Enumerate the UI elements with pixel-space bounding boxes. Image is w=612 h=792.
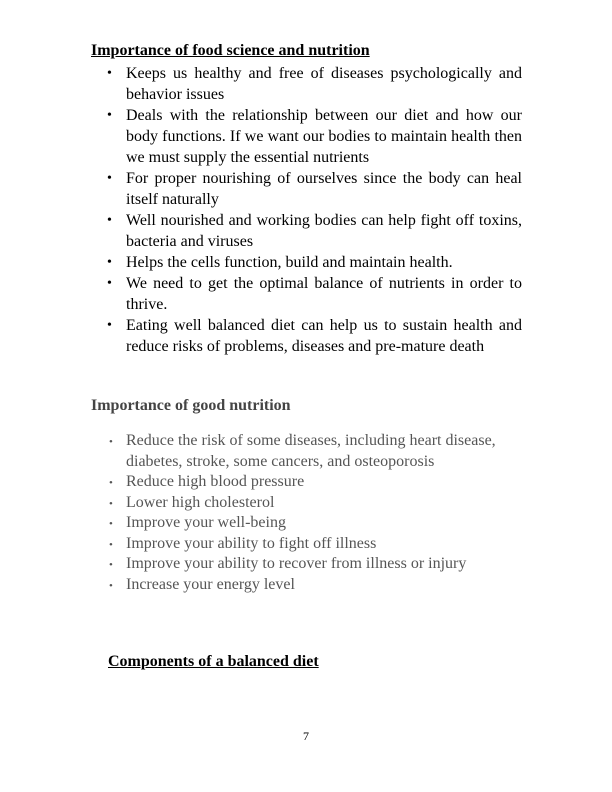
bullet-icon: • [107,66,112,81]
list-item-text: For proper nourishing of ourselves since the body can heal itself naturally [126,170,522,208]
list-item-text: Lower high cholesterol [126,493,275,511]
bullet-icon: • [107,318,112,333]
bullet-icon: • [107,171,112,186]
bullet-icon: • [109,538,113,551]
list-item [109,575,516,596]
list-item [109,472,516,493]
list-item [109,493,516,514]
list-item [107,210,522,252]
list-item [107,273,522,315]
list-item [107,63,522,105]
bullet-icon: • [107,213,112,228]
list-item-text: Deals with the relationship between our diet and how our body functions. If we want our bodies to maintain health then we must supply the essential nutrients [126,107,522,166]
list-item [109,513,516,534]
list-item [107,105,522,168]
list-item [109,554,516,575]
list-item [109,431,516,472]
page-number: 7 [303,729,309,743]
food-science-list [107,63,522,357]
list-item-text: We need to get the optimal balance of nutrients in order to thrive. [126,275,522,313]
list-item-text: Reduce high blood pressure [126,473,305,490]
section-heading-good-nutrition: Importance of good nutrition [91,397,291,414]
list-item-text: Improve your ability to recover from illness or injury [126,555,467,572]
list-item-text: Increase your energy level [126,575,295,593]
good-nutrition-list [109,431,516,595]
list-item-text: Well nourished and working bodies can help fight off toxins, bacteria and viruses [126,212,522,250]
bullet-icon: • [107,276,112,291]
list-item [107,252,522,273]
list-item-text: Eating well balanced diet can help us to sustain health and reduce risks of problems, diseases and pre-mature death [126,317,522,355]
bullet-icon: • [107,255,112,270]
list-item [109,534,516,555]
bullet-icon: • [109,497,113,510]
section-heading-balanced-diet: Components of a balanced diet [108,653,319,670]
bullet-icon: • [109,477,113,489]
list-item-text: Helps the cells function, build and maintain health. [126,254,453,271]
list-item [107,315,522,357]
bullet-icon: • [109,436,113,448]
list-item-text: Improve your ability to fight off illness [126,534,377,552]
bullet-icon: • [109,559,113,571]
bullet-icon: • [107,108,112,123]
list-item-text: Keeps us healthy and free of diseases psychologically and behavior issues [126,65,522,103]
section-heading-food-science: Importance of food science and nutrition [91,42,370,59]
bullet-icon: • [109,518,113,530]
bullet-icon: • [109,579,113,592]
list-item-text: Improve your well-being [126,514,286,531]
list-item-text: Reduce the risk of some diseases, including heart disease, diabetes, stroke, some cancers, and osteoporosis [126,432,496,470]
list-item [107,168,522,210]
